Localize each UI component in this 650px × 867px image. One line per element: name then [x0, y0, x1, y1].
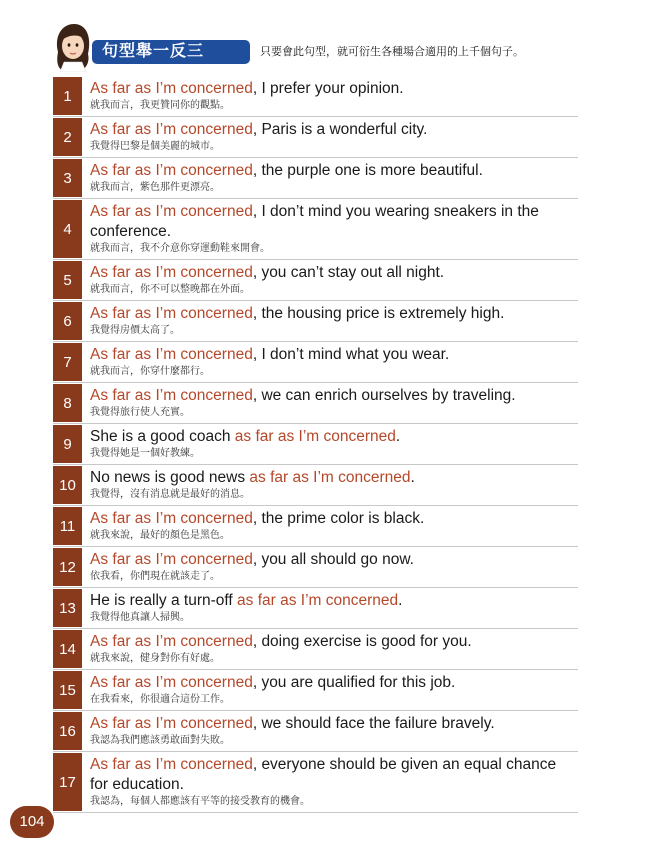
girl-avatar-icon [52, 22, 92, 72]
key-phrase: As far as I’m concerned [90, 551, 253, 568]
sentence-suffix: . [395, 428, 401, 445]
row-number: 8 [53, 384, 82, 423]
key-phrase: As far as I’m concerned [90, 510, 253, 527]
row-number: 17 [53, 753, 82, 812]
key-phrase: As far as I’m concerned [90, 162, 253, 179]
english-sentence [90, 120, 578, 140]
section-title: 句型舉一反三 [92, 40, 250, 64]
row-text [82, 671, 578, 710]
chinese-translation: 就我來說，健身對你有好處。 [90, 653, 220, 664]
sentence-suffix: , I prefer your opinion. [252, 80, 404, 97]
sentence-row [53, 629, 578, 670]
english-sentence [90, 673, 578, 693]
row-text [82, 630, 578, 669]
sentence-row [53, 342, 578, 383]
sentence-row [53, 465, 578, 506]
row-number: 5 [53, 261, 82, 300]
chinese-translation: 我認為，每個人都應該有平等的接受教育的機會。 [90, 796, 310, 807]
key-phrase: As far as I’m concerned [90, 346, 253, 363]
row-number: 4 [53, 200, 82, 259]
chinese-translation: 就我而言，我更贊同你的觀點。 [90, 100, 230, 111]
sentence-row [53, 199, 578, 260]
english-sentence [90, 468, 578, 488]
sentence-row [53, 752, 578, 813]
sentence-suffix: , we can enrich ourselves by traveling. [252, 387, 516, 404]
chinese-translation: 就我而言，你穿什麼都行。 [90, 366, 210, 377]
row-text [82, 712, 578, 751]
chinese-translation: 我覺得她是一個好教練。 [90, 448, 200, 459]
sentence-suffix: , I don’t mind what you wear. [252, 346, 450, 363]
sentence-prefix: He is really a turn-off [90, 592, 238, 609]
row-text [82, 589, 578, 628]
english-sentence [90, 161, 578, 181]
sentence-row [53, 670, 578, 711]
sentence-row [53, 424, 578, 465]
row-text [82, 77, 578, 116]
english-sentence [90, 304, 578, 324]
sentence-row [53, 76, 578, 117]
key-phrase: As far as I’m concerned [90, 203, 253, 220]
sentence-suffix: . [398, 592, 403, 609]
row-number: 11 [53, 507, 82, 546]
key-phrase: As far as I’m concerned [90, 715, 253, 732]
sentence-row [53, 260, 578, 301]
row-text [82, 159, 578, 198]
sentence-row [53, 117, 578, 158]
sentence-row [53, 711, 578, 752]
chinese-translation: 就我而言，你不可以整晚都在外面。 [90, 284, 250, 295]
chinese-translation: 依我看，你們現在就該走了。 [90, 571, 220, 582]
row-number: 16 [53, 712, 82, 751]
chinese-translation: 我覺得他真讓人掃興。 [90, 612, 190, 623]
row-text [82, 466, 578, 505]
chinese-translation: 就我來說，最好的顏色是黑色。 [90, 530, 230, 541]
english-sentence [90, 755, 578, 795]
chinese-translation: 就我而言，紫色那件更漂亮。 [90, 182, 220, 193]
row-text [82, 343, 578, 382]
key-phrase: as far as I’m concerned [237, 592, 399, 609]
english-sentence [90, 202, 578, 242]
key-phrase: As far as I’m concerned [90, 264, 253, 281]
key-phrase: As far as I’m concerned [90, 305, 253, 322]
row-number: 2 [53, 118, 82, 157]
row-number: 15 [53, 671, 82, 710]
chinese-translation: 我覺得巴黎是個美麗的城市。 [90, 141, 220, 152]
key-phrase: As far as I’m concerned [90, 387, 253, 404]
english-sentence [90, 550, 578, 570]
section-subtitle: 只要會此句型，就可衍生各種場合適用的上千個句子。 [260, 46, 524, 58]
row-text [82, 548, 578, 587]
row-number: 6 [53, 302, 82, 341]
row-number: 13 [53, 589, 82, 628]
row-text [82, 118, 578, 157]
row-number: 9 [53, 425, 82, 464]
key-phrase: as far as I’m concerned [234, 428, 396, 445]
english-sentence [90, 79, 578, 99]
row-number: 1 [53, 77, 82, 116]
sentence-suffix: , doing exercise is good for you. [252, 633, 472, 650]
sentence-row [53, 158, 578, 199]
english-sentence [90, 345, 578, 365]
sentence-suffix: , Paris is a wonderful city. [252, 121, 428, 138]
english-sentence [90, 714, 578, 734]
chinese-translation: 我覺得旅行使人充實。 [90, 407, 190, 418]
english-sentence [90, 263, 578, 283]
sentence-suffix: , you all should go now. [252, 551, 414, 568]
sentence-row [53, 383, 578, 424]
row-number: 12 [53, 548, 82, 587]
row-number: 7 [53, 343, 82, 382]
sentence-list [53, 76, 578, 813]
key-phrase: as far as I’m concerned [249, 469, 411, 486]
key-phrase: As far as I’m concerned [90, 80, 253, 97]
chinese-translation: 我覺得房價太高了。 [90, 325, 180, 336]
row-text [82, 384, 578, 423]
sentence-suffix: , the housing price is extremely high. [252, 305, 505, 322]
chinese-translation: 我覺得，沒有消息就是最好的消息。 [90, 489, 250, 500]
key-phrase: As far as I’m concerned [90, 633, 253, 650]
row-text [82, 425, 578, 464]
key-phrase: As far as I’m concerned [90, 674, 253, 691]
sentence-suffix: . [410, 469, 415, 486]
sentence-suffix: , you can’t stay out all night. [252, 264, 445, 281]
english-sentence [90, 386, 578, 406]
row-text [82, 302, 578, 341]
sentence-row [53, 547, 578, 588]
english-sentence [90, 427, 578, 447]
english-sentence [90, 509, 578, 529]
sentence-suffix: , you are qualified for this job. [252, 674, 456, 691]
row-text [82, 200, 578, 259]
sentence-suffix: , the purple one is more beautiful. [252, 162, 483, 179]
sentence-row [53, 506, 578, 547]
page-number: 104 [10, 806, 54, 838]
key-phrase: As far as I’m concerned [90, 121, 253, 138]
english-sentence [90, 632, 578, 652]
row-text [82, 753, 578, 812]
chinese-translation: 在我看來，你很適合這份工作。 [90, 694, 230, 705]
section-header [52, 22, 612, 76]
chinese-translation: 就我而言，我不介意你穿運動鞋來開會。 [90, 243, 270, 254]
sentence-prefix: She is a good coach [90, 428, 235, 445]
sentence-suffix: , everyone should be given an equal chance for education. [90, 756, 557, 793]
row-text [82, 507, 578, 546]
row-number: 10 [53, 466, 82, 505]
sentence-suffix: , we should face the failure bravely. [252, 715, 495, 732]
sentence-prefix: No news is good news [90, 469, 250, 486]
sentence-suffix: , I don’t mind you wearing sneakers in the conference. [90, 203, 539, 240]
sentence-row [53, 301, 578, 342]
row-text [82, 261, 578, 300]
chinese-translation: 我認為我們應該勇敢面對失敗。 [90, 735, 230, 746]
sentence-suffix: , the prime color is black. [252, 510, 425, 527]
key-phrase: As far as I’m concerned [90, 756, 253, 773]
english-sentence [90, 591, 578, 611]
row-number: 3 [53, 159, 82, 198]
sentence-row [53, 588, 578, 629]
row-number: 14 [53, 630, 82, 669]
